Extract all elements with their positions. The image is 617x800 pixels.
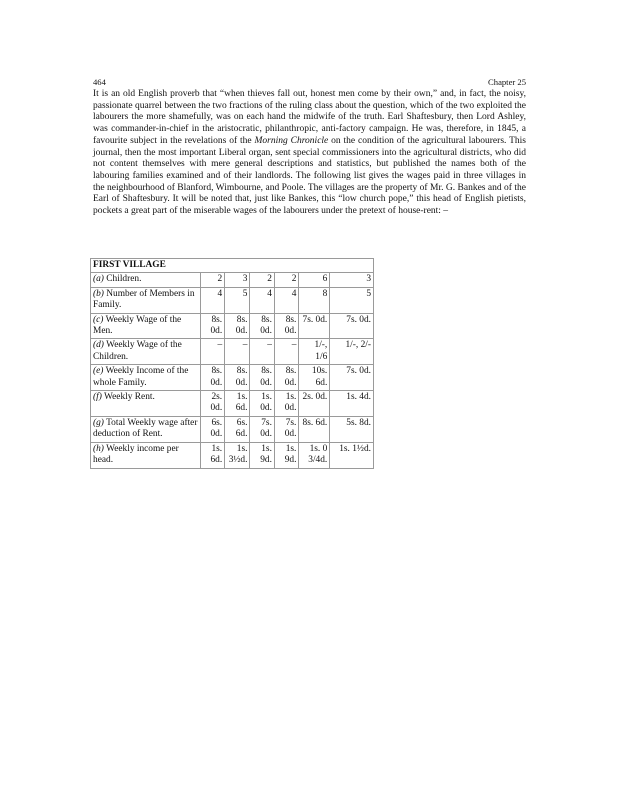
table-cell: 8s. 6d. (299, 416, 330, 442)
row-label (91, 273, 201, 287)
table-cell: 1s. 0d. (250, 391, 274, 417)
table-row (91, 416, 374, 442)
table-cell: 8s. 0d. (225, 365, 250, 391)
row-letter: (a) (93, 274, 104, 285)
row-letter: (g) (93, 417, 104, 428)
table-cell: – (250, 339, 274, 365)
table-cell: 7s. 0d. (330, 313, 374, 339)
table-title: FIRST VILLAGE (91, 259, 374, 273)
table-cell: 7s. 0d. (274, 416, 298, 442)
row-label-text: Number of Members in Family. (93, 288, 195, 311)
table-cell: 4 (274, 287, 298, 313)
table-cell: – (225, 339, 250, 365)
row-letter: (b) (93, 288, 104, 299)
paragraph-text-2: on the condition of the agricultural labourers. This journal, then the most important Liberal organ, sent special commissioners into the agricultural districts, who did not content themselves with mere general descriptions and statistics, but published the names both of the labouring families examined and of their landlords. The following list gives the wages paid in three villages in the neighbourhood of Blanford, Wimbourne, and Poole. The villages are the property of Mr. G. Bankes and of the Earl of Shaftesbury. It will be noted that, just like Bankes, this “low church pope,” this head of English pietists, pockets a great part of the miserable wages of the labourers under the pretext of house-rent: – (93, 135, 526, 217)
paragraph-text-1: It is an old English proverb that “when thieves fall out, honest men come by their own,” and, in fact, the noisy, passionate quarrel between the two fractions of the ruling class about the question, which of the two exploited the labourers the more shamefully, was on each hand the midwife of the truth. Earl Shaftesbury, then Lord Ashley, was commander-in-chief in the aristocratic, philanthropic, anti-factory campaign. He was, therefore, in 1845, a favourite subject in the revelations of the (93, 89, 526, 146)
row-label (91, 442, 201, 468)
table-row (91, 313, 374, 339)
table-cell: 1s. 9d. (274, 442, 298, 468)
row-label-text: Weekly Wage of the Men. (93, 314, 182, 337)
row-label-text: Weekly Income of the whole Family. (93, 366, 189, 388)
table-cell: 1/-, 2/- (330, 339, 374, 365)
newspaper-title: Morning Chronicle (254, 135, 329, 146)
row-letter: (h) (93, 443, 104, 454)
table-cell: 8s. 0d. (274, 313, 298, 339)
table-cell: 7s. 0d. (250, 416, 274, 442)
row-label-text: Total Weekly wage after deduction of Rent. (93, 417, 198, 440)
row-letter: (c) (93, 314, 104, 325)
table-cell: – (200, 339, 224, 365)
table-cell: 5 (330, 287, 374, 313)
table-cell: 8s. 0d. (225, 313, 250, 339)
table-cell: 8s. 0d. (250, 313, 274, 339)
table-cell: 4 (250, 287, 274, 313)
table-cell: 6 (299, 273, 330, 287)
row-label (91, 365, 201, 391)
table-cell: 5 (225, 287, 250, 313)
table-cell: 7s. 0d. (299, 313, 330, 339)
table-cell: 6s. 6d. (225, 416, 250, 442)
table-cell: 1s. 1½d. (330, 442, 374, 468)
row-label-text: Children. (103, 274, 142, 285)
row-label (91, 339, 201, 365)
table-cell: 8s. 0d. (200, 365, 224, 391)
wages-table (90, 258, 374, 469)
page-number: 464 (93, 77, 106, 87)
table-row (91, 391, 374, 417)
table-cell: 2 (274, 273, 298, 287)
row-letter: (f) (93, 392, 102, 403)
table-cell: 1s. 4d. (330, 391, 374, 417)
table-cell: – (274, 339, 298, 365)
table-cell: 3 (330, 273, 374, 287)
row-letter: (d) (93, 340, 104, 351)
table-row (91, 442, 374, 468)
row-label-text: Weekly Wage of the Children. (93, 340, 182, 362)
running-head (93, 77, 526, 87)
table-cell: 10s. 6d. (299, 365, 330, 391)
table-row (91, 273, 374, 287)
table-cell: 8 (299, 287, 330, 313)
body-paragraph (93, 89, 526, 218)
table-cell: 2s. 0d. (299, 391, 330, 417)
table-cell: 1s. 0 3/4d. (299, 442, 330, 468)
table-cell: 1s. 3½d. (225, 442, 250, 468)
table-cell: 8s. 0d. (250, 365, 274, 391)
row-label (91, 313, 201, 339)
table-cell: 5s. 8d. (330, 416, 374, 442)
table-cell: 6s. 0d. (200, 416, 224, 442)
table-cell: 3 (225, 273, 250, 287)
table-cell: 2 (250, 273, 274, 287)
table-cell: 8s. 0d. (200, 313, 224, 339)
row-letter: (e) (93, 366, 104, 377)
table-cell: 2 (200, 273, 224, 287)
table-cell: 7s. 0d. (330, 365, 374, 391)
table-row (91, 287, 374, 313)
row-label (91, 391, 201, 417)
row-label (91, 416, 201, 442)
table-cell: 1s. 6d. (225, 391, 250, 417)
table-cell: 8s. 0d. (274, 365, 298, 391)
table-cell: 1s. 9d. (250, 442, 274, 468)
row-label (91, 287, 201, 313)
table-row (91, 365, 374, 391)
table-title-row (91, 259, 374, 273)
table-cell: 1/-, 1/6 (299, 339, 330, 365)
table-cell: 4 (200, 287, 224, 313)
table-row (91, 339, 374, 365)
chapter-title: Chapter 25 (488, 77, 526, 87)
row-label-text: Weekly income per head. (93, 443, 179, 466)
table-cell: 2s. 0d. (200, 391, 224, 417)
table-cell: 1s. 0d. (274, 391, 298, 417)
row-label-text: Weekly Rent. (101, 392, 155, 403)
table-cell: 1s. 6d. (200, 442, 224, 468)
